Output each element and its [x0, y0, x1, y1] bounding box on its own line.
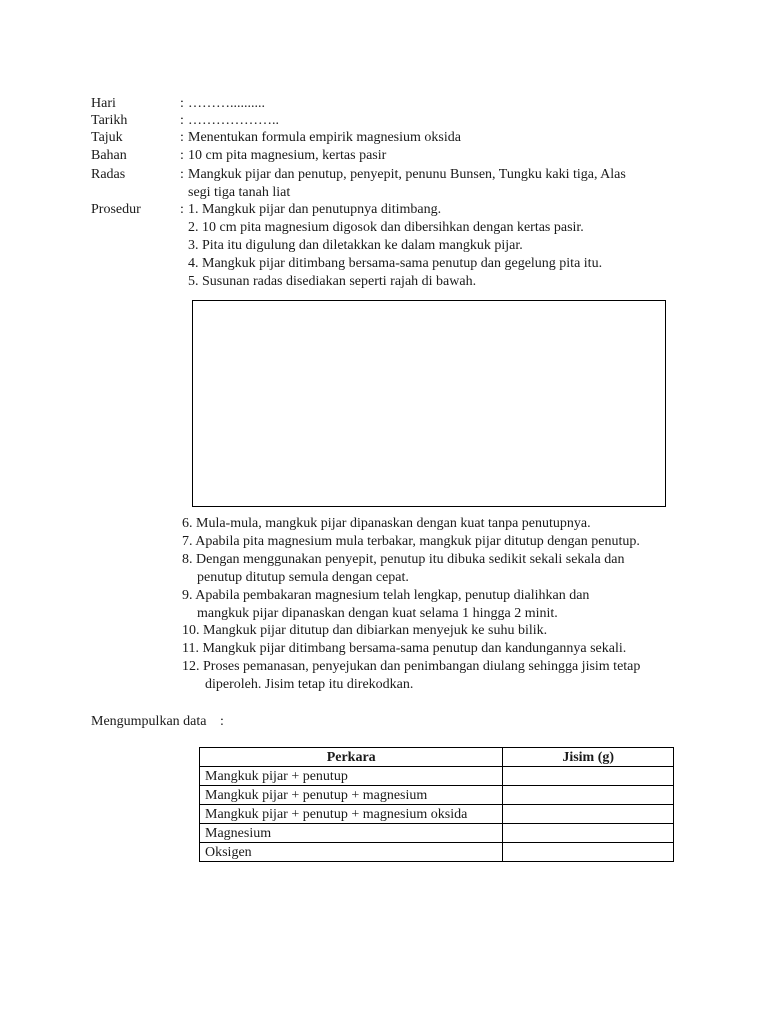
procedure-step: 3. Pita itu digulung dan diletakkan ke dalam mangkuk pijar. — [188, 238, 523, 253]
procedure-step-continued: mangkuk pijar dipanaskan dengan kuat selama 1 hingga 2 minit. — [197, 606, 558, 621]
field-colon: : — [180, 167, 184, 182]
mass-cell[interactable] — [503, 805, 674, 824]
table-header-row — [200, 748, 674, 767]
procedure-step: 4. Mangkuk pijar ditimbang bersama-sama penutup dan gegelung pita itu. — [188, 256, 603, 271]
table-row — [200, 805, 674, 824]
field-label: Hari — [91, 96, 116, 111]
table-row — [200, 767, 674, 786]
apparatus-diagram-box — [192, 300, 666, 507]
field-colon: : — [180, 202, 184, 217]
field-value: Menentukan formula empirik magnesium oksida — [188, 130, 461, 145]
procedure-step: 10. Mangkuk pijar ditutup dan dibiarkan menyejuk ke suhu bilik. — [182, 623, 548, 638]
procedure-step: 2. 10 cm pita magnesium digosok dan dibersihkan dengan kertas pasir. — [188, 220, 584, 235]
column-header-jisim: Jisim (g) — [503, 748, 674, 767]
mass-cell[interactable] — [503, 786, 674, 805]
table-row — [200, 843, 674, 862]
mass-cell[interactable] — [503, 824, 674, 843]
field-colon: : — [180, 113, 184, 128]
column-header-perkara: Perkara — [200, 748, 503, 767]
field-value: 10 cm pita magnesium, kertas pasir — [188, 148, 387, 163]
field-colon: : — [180, 148, 184, 163]
field-value-blank: ……….......... — [188, 96, 265, 111]
data-collection-heading — [91, 713, 224, 731]
field-label: Tajuk — [91, 130, 123, 145]
field-colon: : — [180, 96, 184, 111]
procedure-step: 12. Proses pemanasan, penyejukan dan penimbangan diulang sehingga jisim tetap — [182, 659, 641, 674]
procedure-step: 7. Apabila pita magnesium mula terbakar, mangkuk pijar ditutup dengan penutup. — [182, 534, 640, 549]
field-label: Tarikh — [91, 113, 128, 128]
procedure-step: 1. Mangkuk pijar dan penutupnya ditimbang. — [188, 202, 442, 217]
procedure-step: 9. Apabila pembakaran magnesium telah lengkap, penutup dialihkan dan — [182, 588, 590, 603]
data-collection-label: Mengumpulkan data — [91, 714, 207, 729]
item-cell: Mangkuk pijar + penutup + magnesium — [200, 786, 503, 805]
item-cell: Mangkuk pijar + penutup — [200, 767, 503, 786]
field-colon: : — [180, 130, 184, 145]
procedure-step: 11. Mangkuk pijar ditimbang bersama-sama penutup dan kandungannya sekali. — [182, 641, 627, 656]
procedure-step: 6. Mula-mula, mangkuk pijar dipanaskan dengan kuat tanpa penutupnya. — [182, 516, 591, 531]
field-label: Prosedur — [91, 202, 141, 217]
field-value: segi tiga tanah liat — [188, 185, 291, 200]
item-cell: Mangkuk pijar + penutup + magnesium oksida — [200, 805, 503, 824]
mass-cell[interactable] — [503, 843, 674, 862]
mass-data-table — [199, 747, 674, 862]
procedure-step: 8. Dengan menggunakan penyepit, penutup itu dibuka sedikit sekali sekala dan — [182, 552, 625, 567]
mass-cell[interactable] — [503, 767, 674, 786]
field-value-blank: ……………….. — [188, 113, 279, 128]
field-label: Radas — [91, 167, 126, 182]
procedure-step-continued: diperoleh. Jisim tetap itu direkodkan. — [205, 677, 414, 692]
table-row — [200, 786, 674, 805]
item-cell: Magnesium — [200, 824, 503, 843]
field-label: Bahan — [91, 148, 127, 163]
procedure-step: 5. Susunan radas disediakan seperti rajah di bawah. — [188, 274, 477, 289]
item-cell: Oksigen — [200, 843, 503, 862]
table-row — [200, 824, 674, 843]
data-collection-colon: : — [219, 714, 224, 729]
procedure-step-continued: penutup ditutup semula dengan cepat. — [197, 570, 409, 585]
field-value: Mangkuk pijar dan penutup, penyepit, penunu Bunsen, Tungku kaki tiga, Alas — [188, 167, 626, 182]
